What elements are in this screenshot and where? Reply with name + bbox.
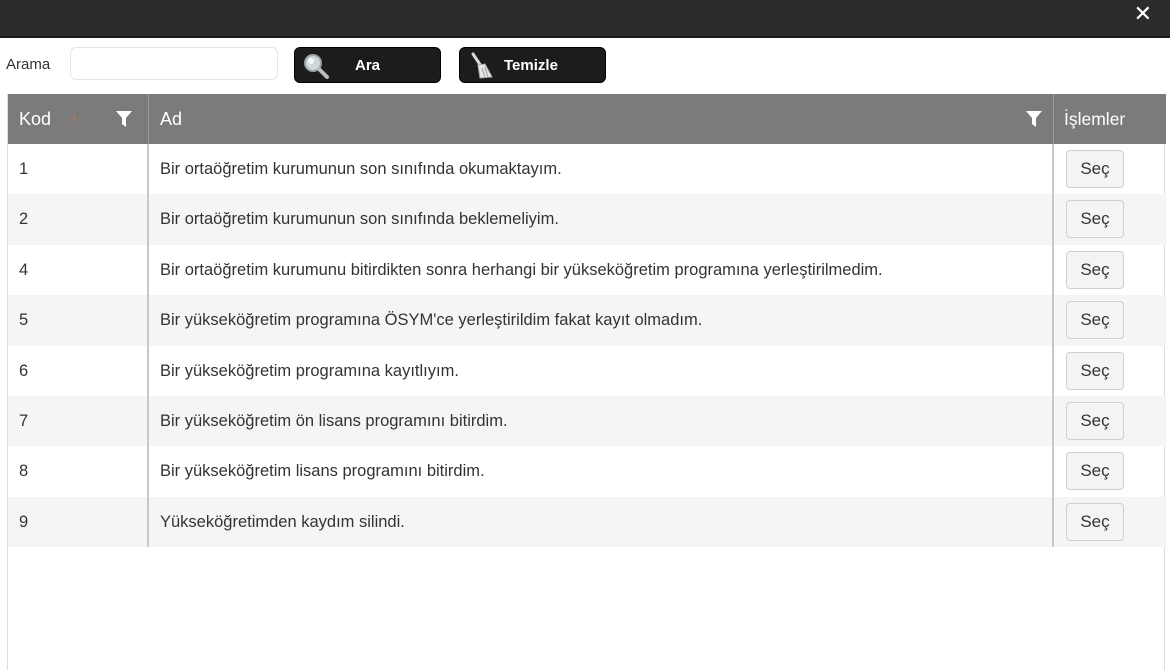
dialog-titlebar (0, 0, 1170, 38)
cell-actions (1054, 144, 1166, 194)
column-header-label: Kod (19, 109, 52, 129)
cell-actions (1054, 346, 1166, 396)
table-row (8, 446, 1166, 496)
search-bar (0, 46, 1170, 84)
search-label: Arama (6, 56, 51, 73)
cell-kod: 9 (8, 497, 149, 547)
cell-kod: 6 (8, 346, 149, 396)
sort-ascending-icon: ↑ (71, 111, 78, 126)
table-row (8, 396, 1166, 446)
search-input[interactable] (70, 47, 278, 80)
clear-button[interactable] (459, 47, 606, 83)
cell-actions (1054, 396, 1166, 446)
cell-kod: 7 (8, 396, 149, 446)
table-row (8, 245, 1166, 295)
select-button[interactable]: Seç (1066, 503, 1124, 541)
cell-actions (1054, 497, 1166, 547)
column-header-ad[interactable] (149, 94, 1054, 144)
cell-kod: 4 (8, 245, 149, 295)
magnifier-icon (301, 51, 331, 81)
select-button[interactable]: Seç (1066, 150, 1124, 188)
cell-ad: Bir ortaöğretim kurumunu bitirdikten sonra herhangi bir yükseköğretim programına yerleştirilmedim. (149, 245, 1054, 295)
cell-kod: 1 (8, 144, 149, 194)
filter-icon[interactable] (116, 111, 132, 127)
select-button[interactable]: Seç (1066, 352, 1124, 390)
table-row (8, 194, 1166, 244)
column-header-kod[interactable] (8, 94, 149, 144)
column-header-label: İşlemler (1064, 109, 1126, 129)
cell-ad: Bir yükseköğretim lisans programını bitirdim. (149, 446, 1054, 496)
cell-kod: 8 (8, 446, 149, 496)
select-button[interactable]: Seç (1066, 452, 1124, 490)
filter-icon[interactable] (1026, 111, 1042, 127)
cell-actions (1054, 194, 1166, 244)
broom-icon (466, 51, 496, 81)
select-button[interactable]: Seç (1066, 402, 1124, 440)
cell-ad: Bir ortaöğretim kurumunun son sınıfında beklemeliyim. (149, 194, 1054, 244)
column-header-label: Ad (160, 109, 183, 129)
cell-ad: Bir yükseköğretim ön lisans programını bitirdim. (149, 396, 1054, 446)
close-icon[interactable]: ✕ (1133, 2, 1152, 27)
select-button[interactable]: Seç (1066, 251, 1124, 289)
grid-body (8, 144, 1166, 547)
search-button[interactable] (294, 47, 441, 83)
table-row (8, 144, 1166, 194)
cell-ad: Yükseköğretimden kaydım silindi. (149, 497, 1054, 547)
select-button[interactable]: Seç (1066, 301, 1124, 339)
cell-kod: 5 (8, 295, 149, 345)
cell-actions (1054, 446, 1166, 496)
grid-header (8, 94, 1166, 144)
cell-actions (1054, 295, 1166, 345)
cell-kod: 2 (8, 194, 149, 244)
table-row (8, 346, 1166, 396)
search-button-label: Ara (355, 57, 381, 74)
cell-ad: Bir yükseköğretim programına ÖSYM'ce yerleştirildim fakat kayıt olmadım. (149, 295, 1054, 345)
cell-actions (1054, 245, 1166, 295)
clear-button-label: Temizle (504, 57, 558, 74)
table-row (8, 497, 1166, 547)
cell-ad: Bir yükseköğretim programına kayıtlıyım. (149, 346, 1054, 396)
data-grid (7, 94, 1165, 670)
column-header-islemler (1054, 94, 1166, 144)
select-button[interactable]: Seç (1066, 200, 1124, 238)
table-row (8, 295, 1166, 345)
cell-ad: Bir ortaöğretim kurumunun son sınıfında okumaktayım. (149, 144, 1054, 194)
